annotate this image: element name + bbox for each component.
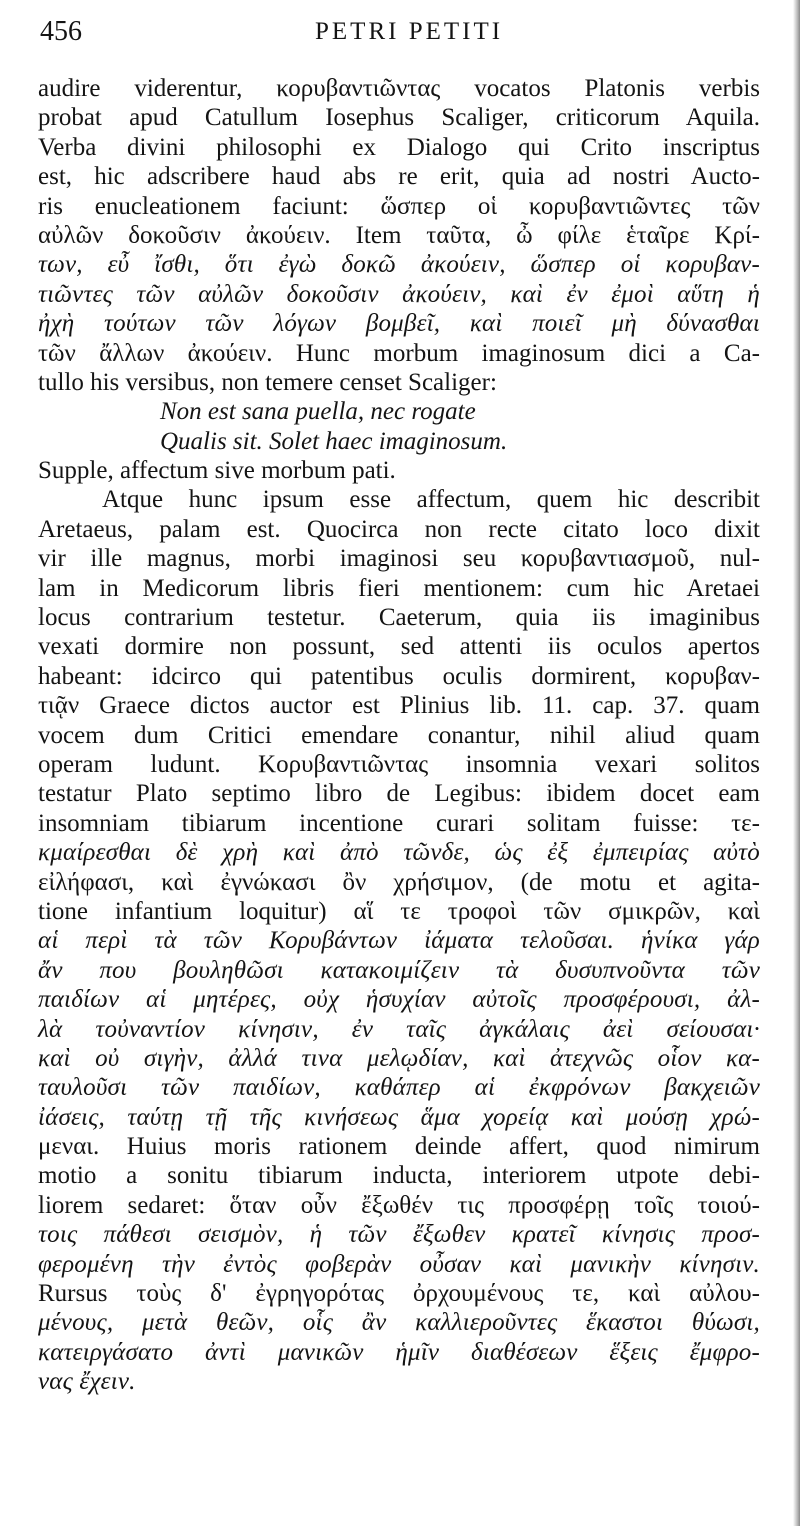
greek-text-line: κμαίρεσθαι δὲ χρὴ καὶ ἀπὸ τῶνδε, ὡς ἐξ ἐμπειρίας αὐτὸ [38, 839, 760, 867]
text-line: tione infantium loquitur) αἵ τε τροφοὶ τῶν σμικρῶν, καὶ [38, 897, 760, 925]
text-line: operam ludunt. Κορυβαντιῶντας insomnia vexari solitos [38, 750, 760, 778]
text-line: Rursus τοὺς δ' ἐγρηγορότας ὀρχουμένους τε, καὶ αὐλου- [38, 1280, 760, 1308]
text-line: τῶν ἄλλων ἀκούειν. Hunc morbum imaginosum dici a Ca- [38, 339, 760, 367]
greek-text-line: των, εὖ ἴσθι, ὅτι ἐγὼ δοκῶ ἀκούειν, ὥσπερ οἱ κορυβαν- [38, 251, 760, 279]
text-line: Verba divini philosophi ex Dialogo qui Crito inscriptus [38, 133, 760, 161]
text-line: liorem sedaret: ὅταν οὖν ἔξωθέν τις προσφέρῃ τοῖς τοιού- [38, 1191, 760, 1219]
greek-text-line: καὶ οὐ σιγὴν, ἀλλά τινα μελῳδίαν, καὶ ἀτεχνῶς οἷον κα- [38, 1044, 760, 1072]
greek-text-line: αἱ περὶ τὰ τῶν Κορυβάντων ἰάματα τελοῦσαι. ἡνίκα γάρ [38, 927, 760, 955]
greek-text-line: φερομένη τὴν ἐντὸς φοβερὰν οὖσαν καὶ μανικὴν κίνησιν. [38, 1250, 760, 1278]
text-line: vir ille magnus, morbi imaginosi seu κορυβαντιασμοῦ, nul- [38, 545, 760, 573]
greek-text-line: ἠχὴ τούτων τῶν λόγων βομβεῖ, καὶ ποιεῖ μὴ δύνασθαι [38, 310, 760, 338]
text-line: Supple, affectum sive morbum pati. [38, 457, 396, 485]
text-line: tullo his versibus, non temere censet Scaliger: [38, 368, 497, 396]
text-line: audire viderentur, κορυβαντιῶντας vocatos Platonis verbis [38, 75, 760, 102]
verse-line: Qualis sit. Solet haec imaginosum. [160, 427, 508, 455]
greek-text-line: μένους, μετὰ θεῶν, οἷς ἂν καλλιεροῦντες ἕκαστοι θύωσι, [38, 1309, 760, 1337]
text-line: Aretaeus, palam est. Quocirca non recte citato loco dixit [38, 515, 760, 543]
text-line: locus contrarium testetur. Caeterum, quia iis imaginibus [38, 604, 760, 632]
text-line: τιᾷν Graece dictos auctor est Plinius lib. 11. cap. 37. quam [38, 692, 760, 720]
page-number: 456 [40, 16, 82, 47]
greek-text-line: τοις πάθεσι σεισμὸν, ἡ τῶν ἔξωθεν κρατεῖ κίνησις προσ- [38, 1221, 760, 1249]
text-line: εἰλήφασι, καὶ ἐγνώκασι ὂν χρήσιμον, (de motu et agita- [38, 868, 760, 896]
greek-text-line: ἰάσεις, ταύτῃ τῇ τῆς κινήσεως ἅμα χορείᾳ καὶ μούσῃ χρώ- [38, 1103, 760, 1131]
greek-text-line: κατειργάσατο ἀντὶ μανικῶν ἡμῖν διαθέσεων ἕξεις ἔμφρο- [38, 1338, 760, 1366]
running-head [40, 12, 780, 52]
greek-text-line: νας ἔχειν. [38, 1368, 136, 1396]
page-edge-shadow [793, 0, 800, 1526]
text-line: μεναι. Huius moris rationem deinde affert, quod nimirum [38, 1133, 760, 1161]
paragraph-start-line: Atque hunc ipsum esse affectum, quem hic describit [102, 486, 760, 514]
text-line: ris enucleationem faciunt: ὥσπερ οἱ κορυβαντιῶντες τῶν [38, 192, 760, 220]
greek-text-line: παιδίων αἱ μητέρες, οὐχ ἡσυχίαν αὐτοῖς προσφέρουσι, ἀλ- [38, 986, 760, 1014]
greek-text-line: τιῶντες τῶν αὐλῶν δοκοῦσιν ἀκούειν, καὶ ἐν ἐμοὶ αὕτη ἡ [38, 280, 760, 308]
verse-line: Non est sana puella, nec rogate [160, 398, 476, 426]
body-text [38, 74, 760, 1397]
text-line: probat apud Catullum Iosephus Scaliger, criticorum Aquila. [38, 104, 760, 132]
text-line: insomniam tibiarum incentione curari solitam fuisse: τε- [38, 809, 760, 837]
greek-text-line: ἄν που βουληθῶσι κατακοιμίζειν τὰ δυσυπνοῦντα τῶν [38, 956, 760, 984]
text-line: est, hic adscribere haud abs re erit, quia ad nostri Aucto- [38, 163, 760, 191]
text-line: lam in Medicorum libris fieri mentionem: cum hic Aretaei [38, 574, 760, 602]
text-line: habeant: idcirco qui patentibus oculis dormirent, κορυβαν- [38, 662, 760, 690]
text-line: vexati dormire non possunt, sed attenti iis oculos apertos [38, 633, 760, 661]
text-line: αὐλῶν δοκοῦσιν ἀκούειν. Item ταῦτα, ὦ φίλε ἑταῖρε Κρί- [38, 221, 760, 249]
greek-text-line: λὰ τοὐναντίον κίνησιν, ἐν ταῖς ἀγκάλαις ἀεὶ σείουσαι· [38, 1015, 760, 1043]
text-line: vocem dum Critici emendare conantur, nihil aliud quam [38, 721, 760, 749]
greek-text-line: ταυλοῦσι τῶν παιδίων, καθάπερ αἱ ἐκφρόνων βακχειῶν [38, 1074, 760, 1102]
text-line: motio a sonitu tibiarum inducta, interiorem utpote debi- [38, 1162, 760, 1190]
running-title: PETRI PETITI [315, 18, 504, 45]
text-line: testatur Plato septimo libro de Legibus: ibidem docet eam [38, 780, 760, 808]
